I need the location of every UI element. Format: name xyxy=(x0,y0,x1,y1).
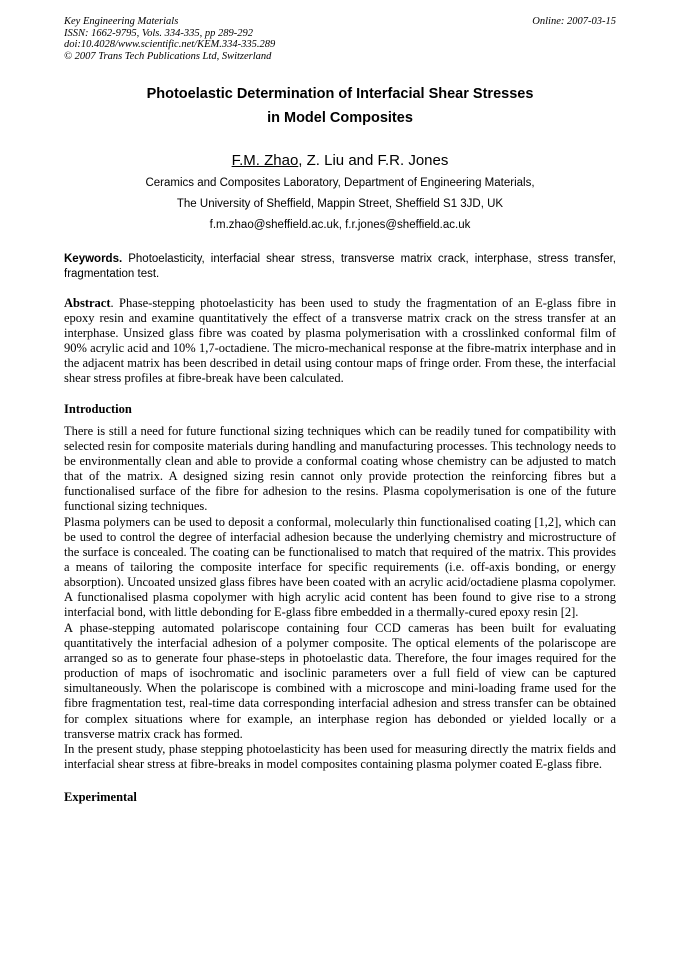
keywords-label: Keywords. xyxy=(64,253,123,265)
journal-name: Key Engineering Materials xyxy=(64,16,179,27)
corresponding-author: F.M. Zhao xyxy=(231,152,299,169)
abstract-text: . Phase-stepping photoelasticity has been used to study the fragmentation of an E-glass fibre in epoxy resin and examine quantitatively the effect of a transverse matrix crack on the stress transfer at an interphase. Unsized glass fibre was coated by plasma polymerisation with a crosslinked conformal film of 90% acrylic acid and 10% 1,7-octadiene. The micro-mechanical response at the fibre-matrix interphase and in the adjacent matrix has been described in detail using contour maps of fringe order. From these, the interfacial shear stress profiles at fibre-break have been calculated. xyxy=(64,296,616,386)
experimental-heading: Experimental xyxy=(64,790,137,805)
paper-page xyxy=(64,16,616,812)
intro-paragraph-3: A phase-stepping automated polariscope containing four CCD cameras has been built for evaluating quantitatively the interfacial adhesion of a polymer composite. The optical elements of the polariscope are arranged so as to generate four phase-steps in photoelastic data. Therefore, the four images required for the production of maps of isochromatic and isoclinic parameters over a full field of view can be captured simultaneously. When the polariscope is combined with a microscope and mini-loading frame used for the fibre fragmentation test, real-time data corresponding interfacial adhesion and stress transfer can be obtained for complex situations where for example, an interphase region has debonded or yielded locally or a transverse matrix crack has formed. xyxy=(64,620,616,741)
journal-header xyxy=(64,16,616,62)
author-emails: f.m.zhao@sheffield.ac.uk, f.r.jones@sheffield.ac.uk xyxy=(209,219,471,231)
issn-line: ISSN: 1662-9795, Vols. 334-335, pp 289-292 xyxy=(64,27,253,39)
copyright-line: © 2007 Trans Tech Publications Ltd, Switzerland xyxy=(64,50,272,62)
intro-paragraph-2: Plasma polymers can be used to deposit a conformal, molecularly thin functionalised coating [1,2], which can be used to control the degree of interfacial adhesion because the underlying chemistry and microstructure of the surface is concealed. The coating can be functionalised to match that required of the matrix. This provides a means of tailoring the composite interface for specific requirements (i.e. off-axis bonding, or energy absorption). Uncoated unsized glass fibres have been coated with an acrylic acid/octadiene plasma copolymer. A functionalised plasma copolymer with high acrylic acid content has been found to give rise to a strong interfacial bond, with little debonding for E-glass fibre embedded in a thermally-cured epoxy resin [2]. xyxy=(64,514,616,620)
intro-paragraph-4: In the present study, phase stepping photoelasticity has been used for measuring directly the matrix fields and interfacial shear stress at fibre-breaks in model composites containing plasma polymer coated E-glass fibre. xyxy=(64,741,616,771)
title-line-1: Photoelastic Determination of Interfacial Shear Stresses xyxy=(146,86,534,102)
abstract-label: Abstract xyxy=(64,296,111,310)
affiliation xyxy=(64,173,616,236)
title-line-2: in Model Composites xyxy=(267,110,413,126)
intro-paragraph-1: There is still a need for future functional sizing techniques which can be readily tuned for compatibility with selected resin for composite materials during handling and manufacturing processes. This technology needs to be environmentally clean and able to provide a conformal coating whose chemistry can be adjusted to match that of the matrix. A designed sizing resin cannot only provide protection the reinforcing fibres but a functionalised surface of the fibre for adhesion to the resins. Plasma copolymerisation is one of the future functional sizing techniques. xyxy=(64,423,616,514)
introduction-heading: Introduction xyxy=(64,401,132,416)
affiliation-line-2: The University of Sheffield, Mappin Street, Sheffield S1 3JD, UK xyxy=(176,198,504,210)
co-authors: , Z. Liu and F.R. Jones xyxy=(298,152,449,169)
paper-title xyxy=(64,82,616,130)
doi-line: doi:10.4028/www.scientific.net/KEM.334-335.289 xyxy=(64,39,276,50)
author-list xyxy=(64,151,616,171)
keywords xyxy=(64,252,616,281)
online-date: Online: 2007-03-15 xyxy=(532,16,616,27)
affiliation-line-1: Ceramics and Composites Laboratory, Department of Engineering Materials, xyxy=(145,177,535,189)
keywords-text: Photoelasticity, interfacial shear stress, transverse matrix crack, interphase, stress transfer, fragmentation test. xyxy=(64,253,616,280)
abstract xyxy=(64,296,616,387)
